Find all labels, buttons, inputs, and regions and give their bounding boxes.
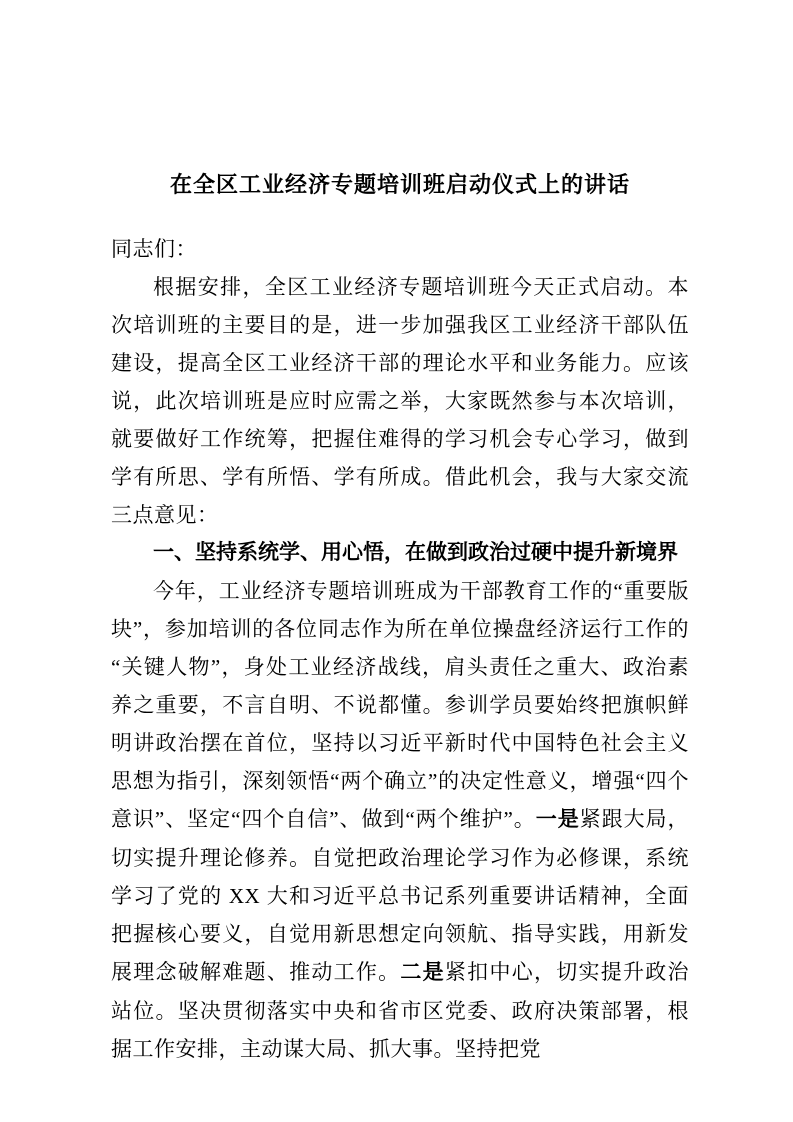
body-paragraph xyxy=(111,268,689,534)
text-segment: 今年，工业经济专题培训班成为干部教育工作的“重要版块”，参加培训的各位同志作为所在单位操盘经济运行工作的“关键人物”，身处工业经济战线，肩头责任之重大、政治素养之重要，不言自明、不说都懂。参训学员要始终把旗帜鲜明讲政治摆在首位，坚持以习近平新时代中国特色社会主义思想为指引，深刻领悟“两个确立”的决定性意义，增强“四个意识”、坚定“四个自信”、做到“两个维护”。 xyxy=(111,579,689,831)
body-paragraph xyxy=(111,572,689,1068)
salutation xyxy=(111,230,689,268)
bold-text-segment: 一是 xyxy=(535,808,580,831)
text-segment: 紧扣中心，切实提升政治站位。坚决贯彻落实中央和省市区党委、政府决策部署，根据工作安排，主动谋大局、抓大事。坚持把党 xyxy=(111,960,690,1061)
text-segment: 根据安排，全区工业经济专题培训班今天正式启动。本次培训班的主要目的是，进一步加强我区工业经济干部队伍建设，提高全区工业经济干部的理论水平和业务能力。应该说，此次培训班是应时应需之举，大家既然参与本次培训，就要做好工作统筹，把握住难得的学习机会专心学习，做到学有所思、学有所悟、学有所成。借此机会，我与大家交流三点意见： xyxy=(111,275,689,527)
section-heading xyxy=(111,534,689,572)
document-title: 在全区工业经济专题培训班启动仪式上的讲话 xyxy=(169,172,630,197)
text-segment: 紧跟大局，切实提升理论修养。自觉把政治理论学习作为必修课，系统学习了党的 XX 大和习近平总书记系列重要讲话精神，全面把握核心要义，自觉用新思想定向领航、指导实践，用新发展理念破解难题、推动工作。 xyxy=(111,807,689,984)
document-content xyxy=(111,170,689,1068)
text-segment: 同志们： xyxy=(111,237,197,261)
bold-text-segment: 一、坚持系统学、用心悟，在做到政治过硬中提升新境界 xyxy=(153,541,678,564)
bold-text-segment: 二是 xyxy=(400,961,445,984)
document-body xyxy=(111,230,689,1068)
